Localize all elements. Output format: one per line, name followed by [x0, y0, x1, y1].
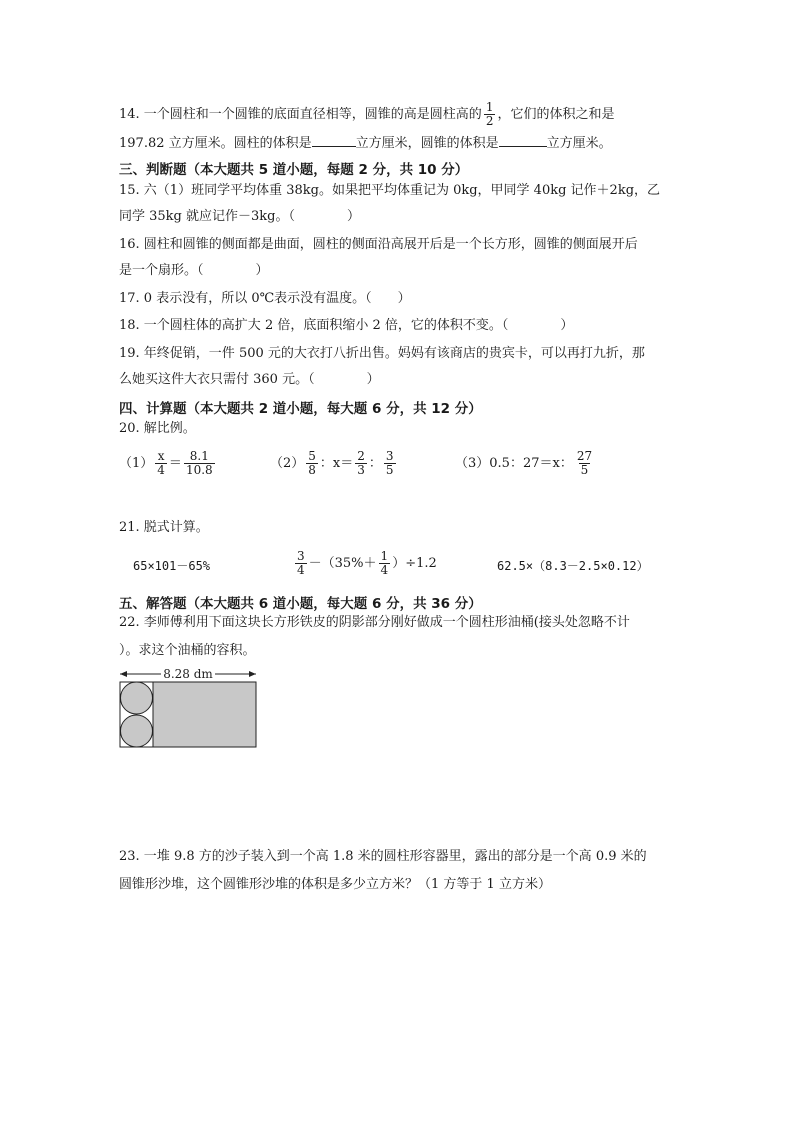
q21-label: 21. 脱式计算。 — [119, 520, 209, 535]
section5-heading: 五、解答题（本大题共 6 道小题，每大题 6 分，共 36 分） — [119, 596, 482, 612]
q20-problem-3: （3）0.5：27＝x： $\frac{27}{5}$ — [455, 449, 593, 477]
dimension-label: 8.28 dm — [163, 667, 213, 681]
q14-fraction: $\frac{1}{2}$ — [485, 100, 494, 128]
q23-line2: 圆锥形沙堆，这个圆锥形沙堆的体积是多少立方米？（1 方等于 1 立方米） — [119, 877, 551, 892]
q20-label: 20. 解比例。 — [119, 421, 196, 436]
dimension-line — [120, 666, 256, 681]
q18-line1: 18. 一个圆柱体的高扩大 2 倍，底面积缩小 2 倍，它的体积不变。（ ） — [119, 318, 574, 333]
q19-line2: 么她买这件大衣只需付 360 元。（ ） — [119, 372, 380, 387]
q16-line2: 是一个扇形。（ ） — [119, 263, 269, 278]
q14-blank-cone[interactable] — [499, 134, 547, 147]
q22-line1: 22. 李师傅利用下面这块长方形铁皮的阴影部分刚好做成一个圆柱形油桶(接头处忽略不计 — [119, 615, 630, 630]
q22-line2: ）。求这个油桶的容积。 — [119, 643, 256, 658]
q19-line1: 19. 年终促销，一件 500 元的大衣打八折出售。妈妈有该商店的贵宾卡，可以再打九折，那 — [119, 346, 645, 361]
section4-heading: 四、计算题（本大题共 2 道小题，每大题 6 分，共 12 分） — [119, 401, 482, 417]
q14-text-b: ，它们的体积之和是 — [497, 107, 615, 122]
q15-line1: 15. 六（1）班同学平均体重 38kg。如果把平均体重记为 0kg，甲同学 40kg 记作＋2kg，乙 — [119, 183, 661, 198]
q15-line2: 同学 35kg 就应记作－3kg。（ ） — [119, 209, 360, 224]
q20-problem-2: （2） $\frac{5}{8}$ ：x＝ $\frac{2}{3}$ ： $\frac{3}{5}$ — [270, 449, 394, 477]
section3-heading: 三、判断题（本大题共 5 道小题，每题 2 分，共 10 分） — [119, 162, 469, 178]
circle-bottom — [121, 715, 153, 747]
q21-expression-2: $\frac{3}{4}$ －（35%＋ $\frac{1}{4}$ ）÷1.2 — [297, 549, 437, 577]
q21-expression-3: 62.5×（8.3－2.5×0.12） — [497, 559, 649, 573]
q16-line1: 16. 圆柱和圆锥的侧面都是曲面，圆柱的侧面沿高展开后是一个长方形，圆锥的侧面展开后 — [119, 237, 638, 252]
q23-line1: 23. 一堆 9.8 方的沙子装入到一个高 1.8 米的圆柱形容器里，露出的部分是一个高 0.9 米的 — [119, 849, 647, 864]
q14-blank-cylinder[interactable] — [312, 134, 356, 147]
q22-figure — [117, 663, 262, 753]
circle-top — [121, 682, 153, 714]
q14-line2: 197.82 立方厘米。圆柱的体积是 立方厘米，圆锥的体积是 立方厘米。 — [119, 136, 612, 151]
q14-text-a: 14. 一个圆柱和一个圆锥的底面直径相等，圆锥的高是圆柱高的 — [119, 107, 482, 122]
q17-line1: 17. 0 表示没有，所以 0℃表示没有温度。（ ） — [119, 291, 411, 306]
q21-expression-1: 65×101－65% — [133, 559, 211, 573]
shaded-rectangle — [153, 682, 256, 747]
q14-line1 — [119, 101, 614, 128]
q20-problem-1: （1） $\frac{x}{4}$ ＝ $\frac{8.1}{10.8}$ — [119, 449, 213, 477]
